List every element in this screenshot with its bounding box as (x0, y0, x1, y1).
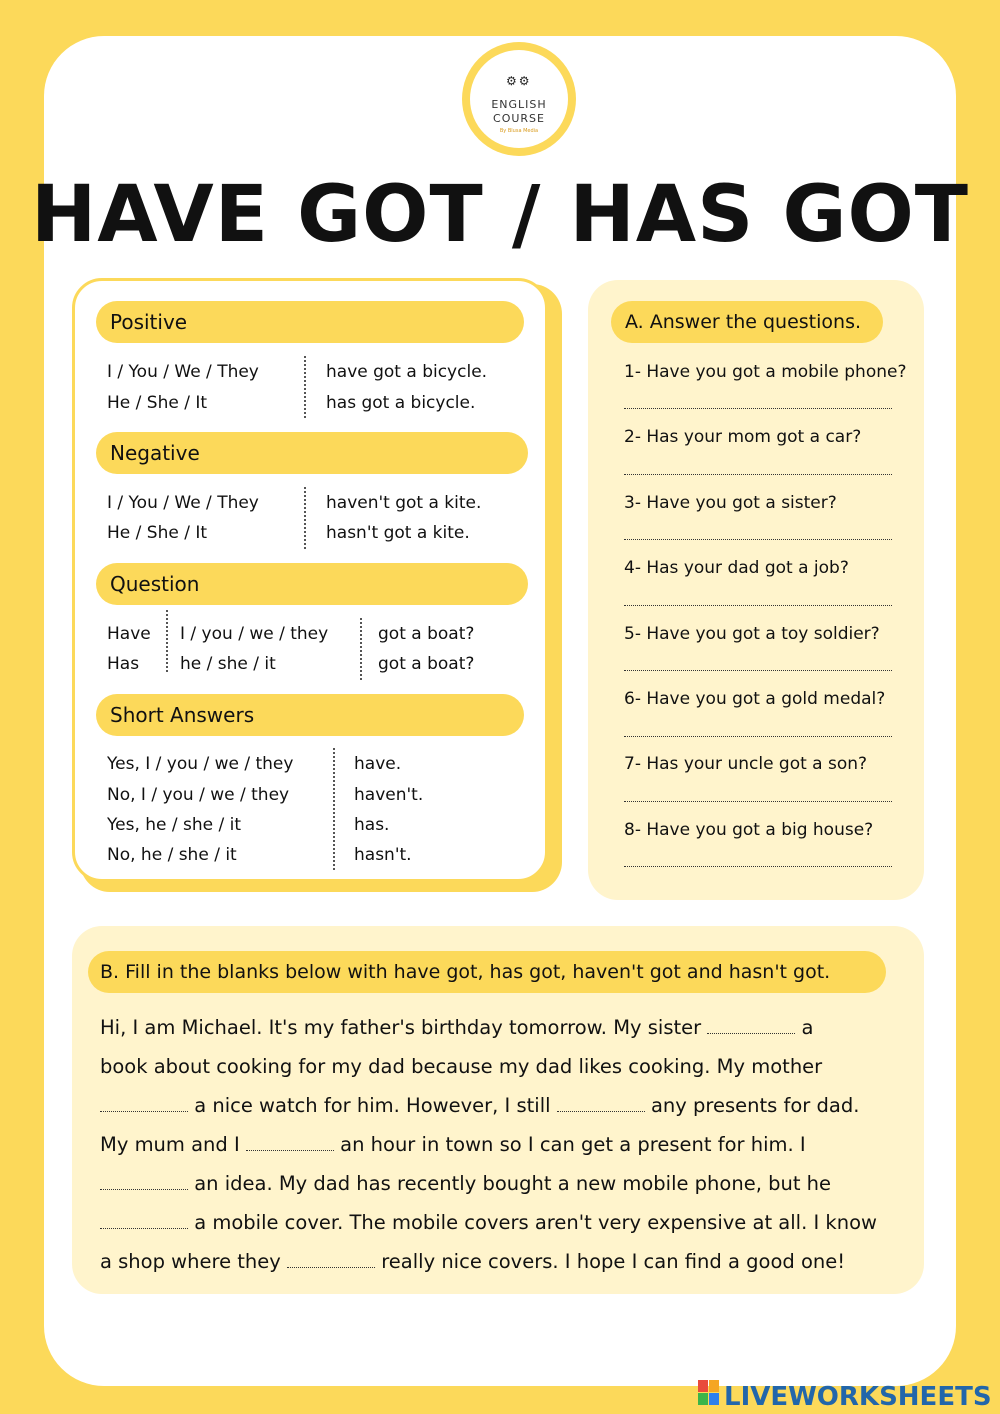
paragraph-text: a nice watch for him. However, I still (188, 1094, 557, 1117)
paragraph-line-5 (100, 1172, 831, 1195)
question-2: 2- Has your mom got a car? (624, 427, 862, 447)
question-8: 8- Have you got a big house? (624, 820, 874, 840)
paragraph-text: book about cooking for my dad because my dad likes cooking. My mother (100, 1055, 823, 1078)
short-answer-subject-4: No, he / she / it (107, 845, 237, 865)
blank-4[interactable] (246, 1149, 334, 1151)
short-answer-verb-3: has. (354, 815, 390, 835)
blank-6[interactable] (100, 1227, 188, 1229)
negative-heading: Negative (96, 432, 528, 474)
answer-line-5[interactable] (624, 670, 892, 671)
paragraph-line-6 (100, 1211, 877, 1234)
answer-line-7[interactable] (624, 801, 892, 802)
blank-7[interactable] (287, 1266, 375, 1268)
question-7: 7- Has your uncle got a son? (624, 754, 868, 774)
section-a-heading: A. Answer the questions. (611, 301, 883, 343)
logo-text-course: COURSE (493, 112, 545, 125)
negative-example-1: haven't got a kite. (326, 493, 482, 513)
question-subject-2: he / she / it (180, 654, 276, 674)
question-4: 4- Has your dad got a job? (624, 558, 849, 578)
paragraph-text: Hi, I am Michael. It's my father's birthday tomorrow. My sister (100, 1016, 708, 1039)
logo-text-english: ENGLISH (491, 98, 547, 111)
paragraph-text: really nice covers. I hope I can find a good one! (375, 1250, 846, 1273)
paragraph-text: a shop where they (100, 1250, 288, 1273)
question-6: 6- Have you got a gold medal? (624, 689, 886, 709)
liveworksheets-logo-icon (698, 1380, 720, 1406)
answer-line-6[interactable] (624, 736, 892, 737)
short-answer-subject-2: No, I / you / we / they (107, 785, 290, 805)
blank-1[interactable] (707, 1032, 795, 1034)
question-aux-2: Has (107, 654, 140, 674)
blank-5[interactable] (100, 1188, 188, 1190)
positive-subject-1: I / You / We / They (107, 362, 259, 382)
blank-2[interactable] (100, 1110, 188, 1112)
answer-line-1[interactable] (624, 408, 892, 409)
negative-subject-1: I / You / We / They (107, 493, 259, 513)
positive-example-1: have got a bicycle. (326, 362, 488, 382)
question-3: 3- Have you got a sister? (624, 493, 837, 513)
negative-subject-2: He / She / It (107, 523, 208, 543)
question-heading: Question (96, 563, 528, 605)
paragraph-line-3 (100, 1094, 859, 1117)
paragraph-line-4 (100, 1133, 806, 1156)
blank-3[interactable] (557, 1110, 645, 1112)
section-b-heading: B. Fill in the blanks below with have got, has got, haven't got and hasn't got. (88, 951, 886, 993)
question-5: 5- Have you got a toy soldier? (624, 624, 880, 644)
question-example-1: got a boat? (378, 624, 475, 644)
short-answer-subject-1: Yes, I / you / we / they (107, 754, 294, 774)
divider (360, 618, 362, 680)
paragraph-text: any presents for dad. (644, 1094, 860, 1117)
paragraph-text: a (795, 1016, 814, 1039)
paragraph-text: an hour in town so I can get a present for him. I (333, 1133, 806, 1156)
short-answers-heading: Short Answers (96, 694, 524, 736)
gear-icon: ⚙⚙ (506, 74, 532, 88)
positive-heading: Positive (96, 301, 524, 343)
paragraph-line-2 (100, 1055, 822, 1078)
paragraph-line-7 (100, 1250, 845, 1273)
divider (166, 610, 168, 672)
divider (304, 487, 306, 549)
divider (333, 748, 335, 870)
answer-line-8[interactable] (624, 866, 892, 867)
positive-example-2: has got a bicycle. (326, 393, 476, 413)
logo-tagline: By Blusa Media (499, 128, 539, 134)
course-logo (462, 42, 576, 156)
question-1: 1- Have you got a mobile phone? (624, 362, 907, 382)
paragraph-text: My mum and I (100, 1133, 246, 1156)
positive-subject-2: He / She / It (107, 393, 208, 413)
page-title: HAVE GOT / HAS GOT (30, 170, 969, 260)
answer-line-4[interactable] (624, 605, 892, 606)
short-answer-verb-1: have. (354, 754, 402, 774)
negative-example-2: hasn't got a kite. (326, 523, 470, 543)
answer-line-3[interactable] (624, 539, 892, 540)
divider (304, 356, 306, 418)
paragraph-text: an idea. My dad has recently bought a new mobile phone, but he (188, 1172, 832, 1195)
question-example-2: got a boat? (378, 654, 475, 674)
paragraph-line-1 (100, 1016, 814, 1039)
liveworksheets-brand[interactable]: LIVEWORKSHEETS (724, 1382, 992, 1412)
paragraph-text: a mobile cover. The mobile covers aren't very expensive at all. I know (188, 1211, 877, 1234)
question-subject-1: I / you / we / they (180, 624, 329, 644)
question-aux-1: Have (107, 624, 151, 644)
answer-line-2[interactable] (624, 474, 892, 475)
short-answer-verb-2: haven't. (354, 785, 424, 805)
short-answer-subject-3: Yes, he / she / it (107, 815, 242, 835)
short-answer-verb-4: hasn't. (354, 845, 412, 865)
